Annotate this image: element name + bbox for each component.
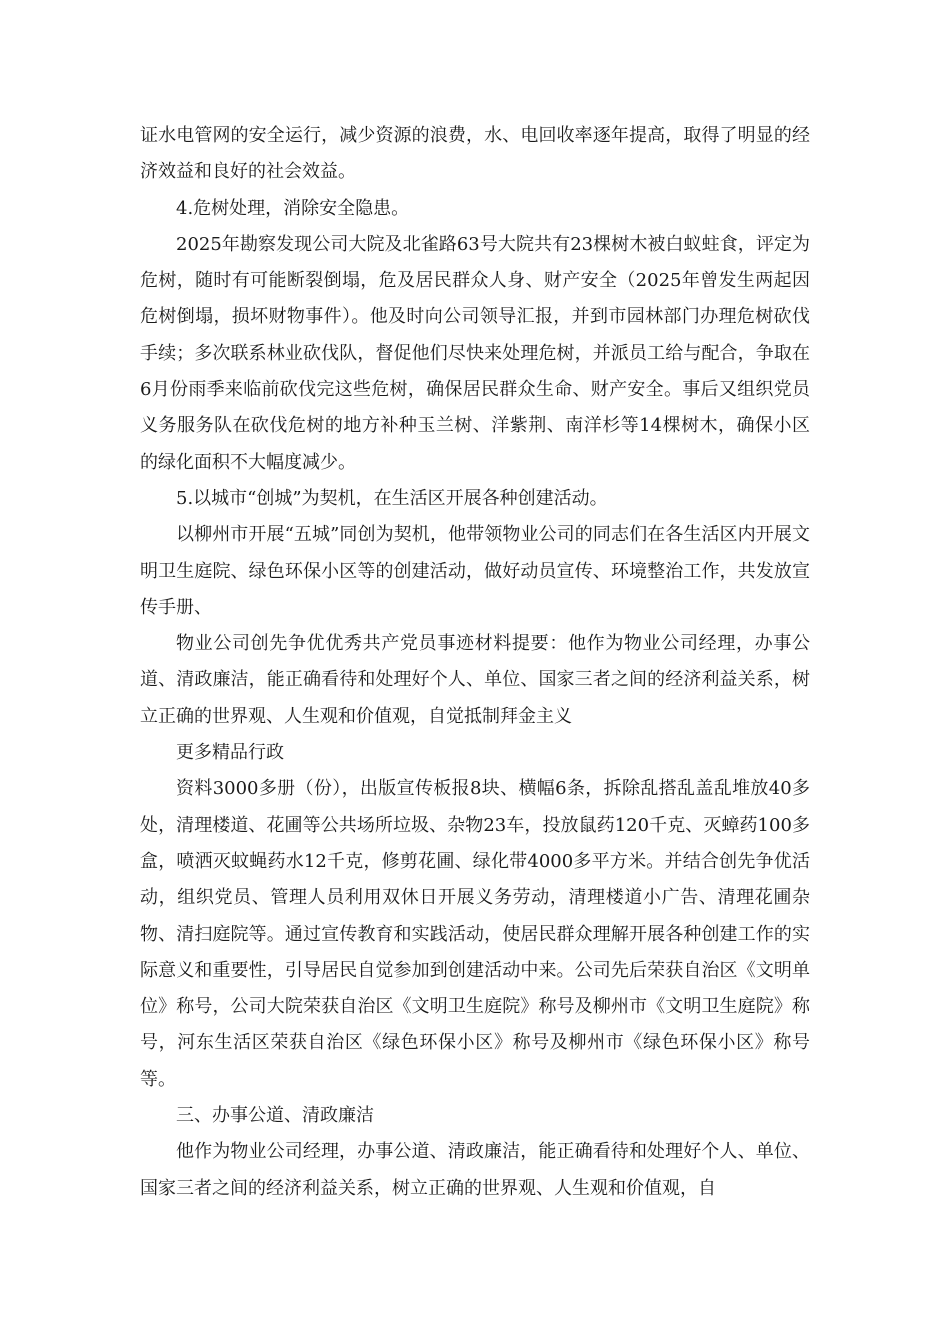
paragraph: 证水电管网的安全运行，减少资源的浪费，水、电回收率逐年提高，取得了明显的经济效益和良好的社会效益。 (140, 125, 810, 183)
paragraph: 物业公司创先争优优秀共产党员事迹材料提要：他作为物业公司经理，办事公道、清政廉洁，能正确看待和处理好个人、单位、国家三者之间的经济利益关系，树立正确的世界观、人生观和价值观，自觉抵制拜金主义 (140, 633, 810, 727)
paragraph: 2025年勘察发现公司大院及北雀路63号大院共有23棵树木被白蚁蛀食，评定为危树，随时有可能断裂倒塌，危及居民群众人身、财产安全（2025年曾发生两起因危树倒塌，损坏财物事件）。他及时向公司领导汇报，并到市园林部门办理危树砍伐手续；多次联系林业砍伐队，督促他们尽快来处理危树，并派员工给与配合，争取在6月份雨季来临前砍伐完这些危树，确保居民群众生命、财产安全。事后又组织党员义务服务队在砍伐危树的地方补种玉兰树、洋紫荆、南洋杉等14棵树木，确保小区的绿化面积不大幅度减少。 (140, 233, 810, 473)
document-body (140, 118, 810, 1207)
paragraph: 更多精品行政 (176, 742, 284, 764)
paragraph: 资料3000多册（份），出版宣传板报8块、横幅6条，拆除乱搭乱盖乱堆放40多处，清理楼道、花圃等公共场所垃圾、杂物23车，投放鼠药120千克、灭蟑药100多盒，喷洒灭蚊蝇药水12千克，修剪花圃、绿化带4000多平方米。并结合创先争优活动，组织党员、管理人员利用双休日开展义务劳动，清理楼道小广告、清理花圃杂物、清扫庭院等。通过宣传教育和实践活动，使居民群众理解开展各种创建工作的实际意义和重要性，引导居民自觉参加到创建活动中来。公司先后荣获自治区《文明单位》称号，公司大院荣获自治区《文明卫生庭院》称号及柳州市《文明卫生庭院》称号，河东生活区荣获自治区《绿色环保小区》称号及柳州市《绿色环保小区》称号等。 (140, 778, 810, 1090)
section-heading: 5.以城市“创城”为契机，在生活区开展各种创建活动。 (176, 487, 608, 509)
paragraph: 他作为物业公司经理，办事公道、清政廉洁，能正确看待和处理好个人、单位、国家三者之间的经济利益关系，树立正确的世界观、人生观和价值观，自 (140, 1141, 810, 1199)
section-heading: 4.危树处理，消除安全隐患。 (176, 197, 410, 219)
section-heading: 三、办事公道、清政廉洁 (176, 1105, 374, 1127)
paragraph: 以柳州市开展“五城”同创为契机，他带领物业公司的同志们在各生活区内开展文明卫生庭院、绿色环保小区等的创建活动，做好动员宣传、环境整治工作，共发放宣传手册、 (140, 524, 810, 618)
